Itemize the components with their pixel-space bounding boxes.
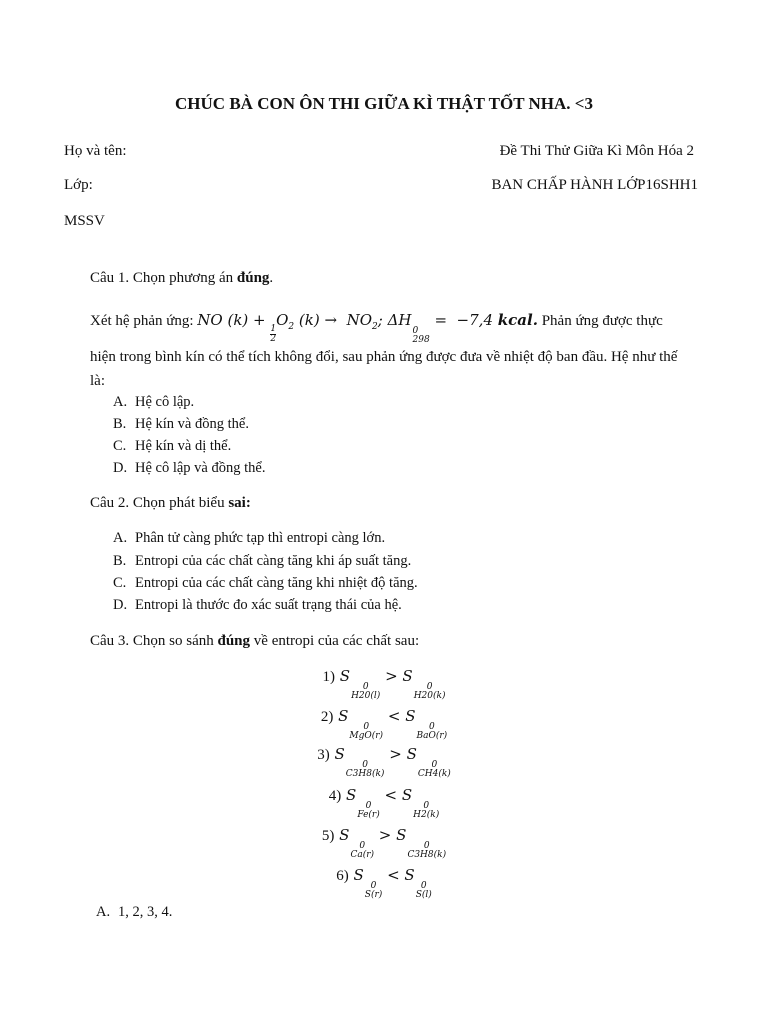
reaction-equation: NO (k) + 1 2 $O_2$ $(k) \to NO_2$; ΔH 0 298 = −7,4 kcal. (197, 311, 538, 345)
question-2-option-b[interactable]: B. Entropi của các chất càng tăng khi áp suất tăng. (113, 553, 412, 569)
comparison-row: 5) S 0 Ca(r) > S 0 C3H8(k) (321, 826, 447, 860)
committee-name: BAN CHẤP HÀNH LỚP16SHH1 (491, 177, 698, 193)
question-2-heading: Câu 2. Chọn phát biểu sai: (90, 495, 251, 511)
name-label: Họ và tên: (64, 143, 127, 159)
comparison-row: 3) S 0 C3H8(k) > S 0 CH4(k) (317, 745, 451, 779)
comparison-row: 2) S 0 MgO(r) < S 0 BaO(r) (320, 707, 448, 741)
question-1-option-c[interactable]: C. Hệ kín và dị thể. (113, 438, 232, 454)
comparison-row: 1) S 0 H20(l) > S 0 H20(k) (322, 667, 446, 701)
page-title: CHÚC BÀ CON ÔN THI GIỮA KÌ THẬT TỐT NHA. <3 (175, 94, 593, 113)
student-id-label: MSSV (64, 213, 105, 229)
question-2-option-d[interactable]: D. Entropi là thước đo xác suất trạng thái của hệ. (113, 597, 402, 613)
question-1-heading: Câu 1. Chọn phương án đúng. (90, 270, 274, 286)
question-1-option-d[interactable]: D. Hệ cô lập và đồng thể. (113, 460, 266, 476)
question-3-heading: Câu 3. Chọn so sánh đúng về entropi của các chất sau: (90, 633, 420, 649)
question-3-emphasis: đúng (217, 633, 251, 649)
comparison-row: 4) S 0 Fe(r) < S 0 H2(k) (328, 786, 440, 820)
question-3-option-a[interactable]: A. 1, 2, 3, 4. (96, 904, 173, 920)
question-2-emphasis: sai: (228, 495, 251, 511)
class-label: Lớp: (64, 177, 93, 193)
question-1-option-a[interactable]: A. Hệ cô lập. (113, 394, 195, 410)
question-1-stem: Xét hệ phản ứng: NO (k) + 1 2 $O_2$ $(k) \to NO_2$; ΔH 0 298 = −7,4 kcal. Phản ứng được thực hiện trong bình kín có thể tích không đổi, sau phản ứng được đưa về nhiệt độ ban đầu. Hệ như thế là: (90, 311, 678, 389)
question-2-option-c[interactable]: C. Entropi của các chất càng tăng khi nhiệt độ tăng. (113, 575, 418, 591)
question-2-option-a[interactable]: A. Phân tử càng phức tạp thì entropi càng lớn. (113, 530, 386, 546)
question-1-emphasis: đúng (236, 270, 270, 286)
comparison-row: 6) S 0 S(r) < S 0 S(l) (336, 866, 432, 900)
exam-title: Đề Thi Thử Giữa Kì Môn Hóa 2 (499, 143, 694, 159)
question-1-option-b[interactable]: B. Hệ kín và đồng thể. (113, 416, 249, 432)
